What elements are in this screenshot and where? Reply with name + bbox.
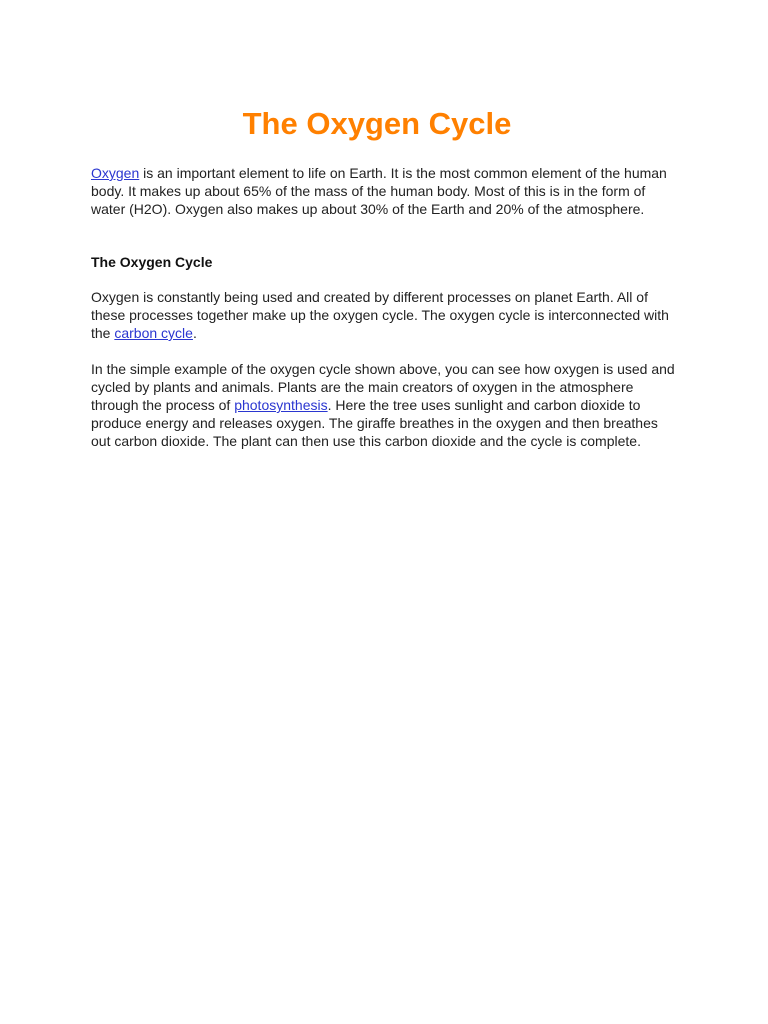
cycle-paragraph-text-after: . bbox=[192, 325, 197, 341]
cycle-paragraph bbox=[91, 288, 681, 342]
intro-paragraph-text: is an important element to life on Earth. It is the most common element of the human body. It makes up about 65% of the mass of the human body. Most of this is in the form of water (H2O). Oxygen also makes up about 30% of the Earth and 20% of the atmosphere. bbox=[91, 165, 667, 217]
section-heading: The Oxygen Cycle bbox=[91, 254, 213, 270]
cycle-paragraph-text-before: Oxygen is constantly being used and created by different processes on planet Earth. All of these processes together make up the oxygen cycle. The oxygen cycle is interconnected with the bbox=[91, 289, 669, 341]
example-paragraph-text-after: . Here the tree uses sunlight and carbon dioxide to produce energy and releases oxygen. The giraffe breathes in the oxygen and then breathes out carbon dioxide. The plant can then use this carbon dioxide and the cycle is complete. bbox=[91, 397, 658, 449]
intro-paragraph bbox=[91, 164, 681, 218]
page-title: The Oxygen Cycle bbox=[242, 106, 512, 141]
oxygen-link[interactable]: Oxygen bbox=[91, 165, 140, 181]
example-paragraph bbox=[91, 360, 681, 450]
example-paragraph-text-before: In the simple example of the oxygen cycle shown above, you can see how oxygen is used and cycled by plants and animals. Plants are the main creators of oxygen in the atmosphere through the process of bbox=[91, 361, 675, 413]
photosynthesis-link[interactable]: photosynthesis bbox=[234, 397, 328, 413]
carbon-cycle-link[interactable]: carbon cycle bbox=[114, 325, 193, 341]
